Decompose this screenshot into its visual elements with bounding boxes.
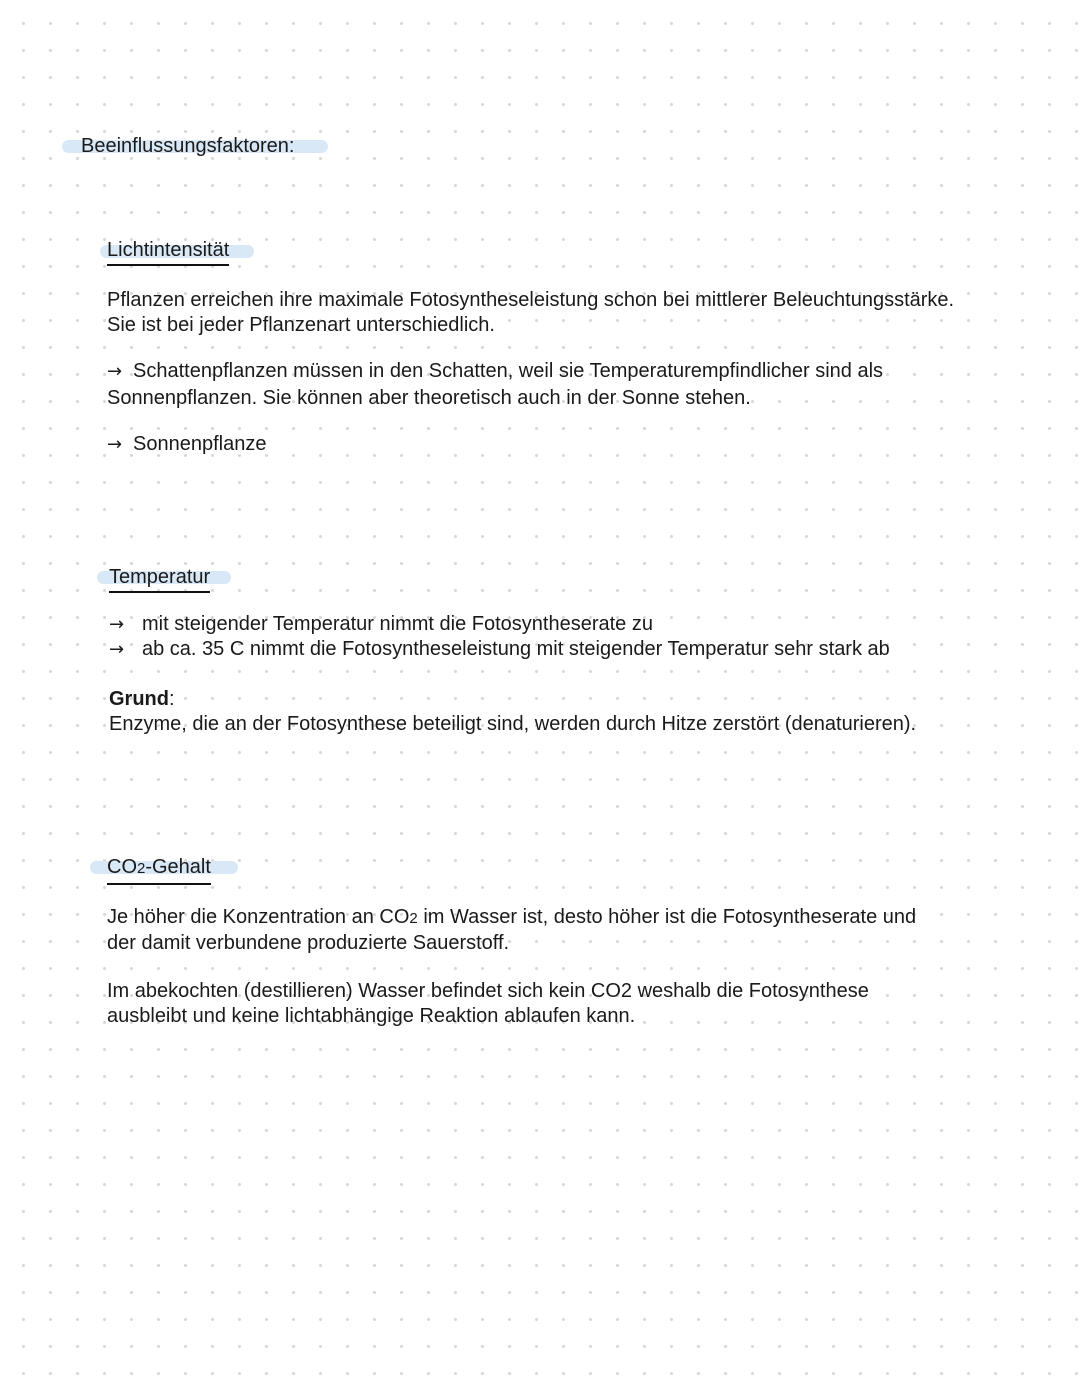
- co2-para1-line1-a: Je höher die Konzentration an CO: [107, 906, 410, 928]
- arrow-icon: →: [109, 639, 125, 660]
- temperature-point-1: mit steigender Temperatur nimmt die Fotosyntheserate zu: [142, 613, 653, 635]
- co2-heading-prefix: CO: [107, 856, 137, 878]
- light-intro-line-2: Sie ist bei jeder Pflanzenart unterschiedlich.: [107, 314, 495, 336]
- section-heading-light-text: Lichtintensität: [107, 238, 229, 266]
- arrow-icon: →: [107, 434, 123, 455]
- light-shade-paragraph: [107, 359, 1007, 411]
- temperature-reason: [109, 687, 1009, 737]
- light-shade-line-2: Sonnenpflanzen. Sie können aber theoretisch auch in der Sonne stehen.: [107, 387, 751, 409]
- page-title: [81, 134, 294, 158]
- co2-para1-line1-b: im Wasser ist, desto höher ist die Fotosyntheserate und: [417, 906, 917, 928]
- section-heading-temperature-text: Temperatur: [109, 565, 210, 593]
- co2-para2-line1: Im abekochten (destillieren) Wasser befindet sich kein CO2 weshalb die Fotosynthese: [107, 980, 869, 1002]
- page-title-text: Beeinflussungsfaktoren:: [81, 135, 295, 157]
- section-heading-co2-text: [107, 855, 211, 885]
- light-sun-paragraph: [107, 432, 1007, 457]
- co2-para1-line2: der damit verbundene produzierte Sauerstoff.: [107, 932, 510, 954]
- reason-colon: :: [169, 688, 175, 710]
- temperature-point-2: ab ca. 35 C nimmt die Fotosyntheseleistung mit steigender Temperatur sehr stark ab: [142, 638, 890, 660]
- co2-heading-suffix: -Gehalt: [145, 856, 211, 878]
- light-intro-line-1: Pflanzen erreichen ihre maximale Fotosyntheseleistung schon bei mittlerer Beleuchtungsstärke.: [107, 289, 955, 311]
- arrow-icon: →: [109, 614, 125, 635]
- arrow-icon: →: [107, 361, 123, 382]
- light-shade-line-1: Schattenpflanzen müssen in den Schatten, weil sie Temperaturempfindlicher sind als: [133, 360, 884, 382]
- section-heading-light: [107, 238, 229, 266]
- reason-label: Grund: [109, 688, 169, 710]
- co2-paragraph-2: [107, 979, 1007, 1029]
- section-heading-co2: [107, 855, 211, 885]
- reason-text: Enzyme, die an der Fotosynthese beteiligt sind, werden durch Hitze zerstört (denaturieren).: [109, 713, 917, 735]
- co2-paragraph-1: [107, 905, 1007, 956]
- co2-para2-line2: ausbleibt und keine lichtabhängige Reaktion ablaufen kann.: [107, 1005, 636, 1027]
- light-intro-paragraph: [107, 288, 1007, 338]
- light-sun-line: Sonnenpflanze: [133, 433, 267, 455]
- co2-heading-sub: 2: [137, 860, 146, 877]
- co2-para1-line1-sub: 2: [409, 910, 418, 927]
- section-heading-temperature: [109, 565, 210, 593]
- temperature-points: [109, 612, 1009, 662]
